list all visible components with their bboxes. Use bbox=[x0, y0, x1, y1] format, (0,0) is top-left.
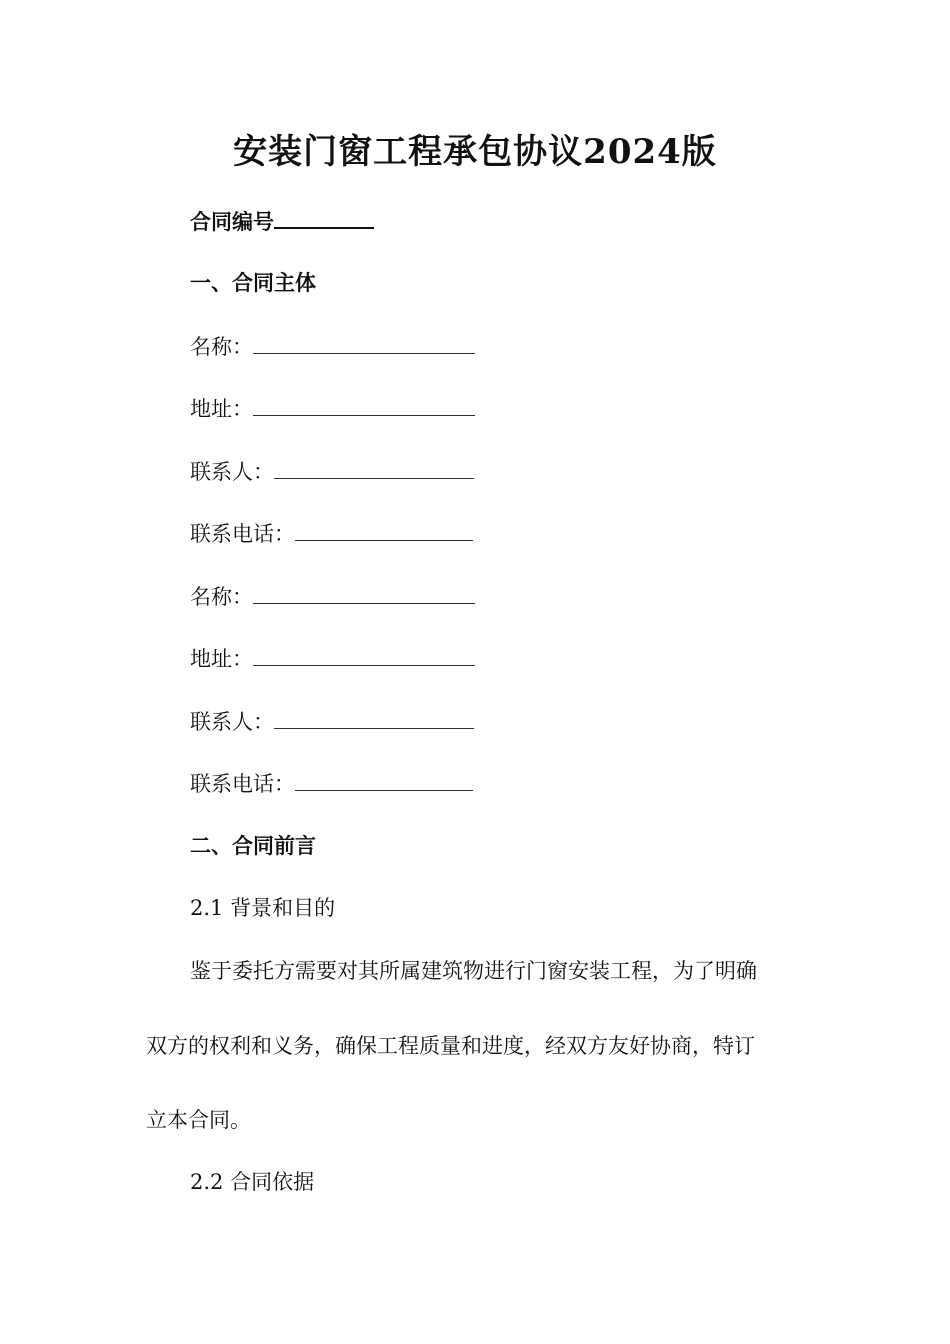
party-b-phone-blank[interactable] bbox=[295, 768, 473, 791]
party-b-phone-row bbox=[190, 768, 473, 799]
paragraph-2-1-line-3: 立本合同。 bbox=[146, 1108, 251, 1132]
party-b-name-label: 名称： bbox=[190, 585, 253, 609]
party-a-address-blank[interactable] bbox=[253, 393, 475, 416]
contract-number-label: 合同编号 bbox=[190, 209, 274, 234]
party-b-name-blank[interactable] bbox=[253, 581, 475, 604]
party-a-name-row bbox=[190, 331, 475, 362]
party-a-phone-row bbox=[190, 518, 473, 549]
paragraph-2-1-line-1: 鉴于委托方需要对其所属建筑物进行门窗安装工程，为了明确 bbox=[190, 959, 757, 983]
party-b-contact-label: 联系人： bbox=[190, 710, 274, 734]
subsection-2-2-heading: 2.2 合同依据 bbox=[190, 1170, 315, 1194]
party-a-contact-row bbox=[190, 456, 474, 487]
party-a-phone-label: 联系电话： bbox=[190, 522, 295, 546]
section-2-heading: 二、合同前言 bbox=[190, 833, 316, 858]
party-a-name-label: 名称： bbox=[190, 335, 253, 359]
party-b-address-row bbox=[190, 643, 475, 674]
party-a-address-label: 地址： bbox=[190, 397, 253, 421]
party-b-address-blank[interactable] bbox=[253, 643, 475, 666]
party-b-name-row bbox=[190, 581, 475, 612]
party-a-name-blank[interactable] bbox=[253, 331, 475, 354]
party-a-address-row bbox=[190, 393, 475, 424]
section-1-heading: 一、合同主体 bbox=[190, 270, 316, 295]
contract-number-blank[interactable] bbox=[274, 205, 374, 229]
party-a-contact-label: 联系人： bbox=[190, 460, 274, 484]
party-a-phone-blank[interactable] bbox=[295, 518, 473, 541]
contract-number-row bbox=[190, 205, 374, 237]
party-b-phone-label: 联系电话： bbox=[190, 772, 295, 796]
paragraph-2-1-line-2: 双方的权利和义务，确保工程质量和进度，经双方友好协商，特订 bbox=[146, 1034, 755, 1058]
party-b-contact-row bbox=[190, 706, 474, 737]
party-a-contact-blank[interactable] bbox=[274, 456, 474, 479]
party-b-address-label: 地址： bbox=[190, 647, 253, 671]
subsection-2-1-heading: 2.1 背景和目的 bbox=[190, 896, 336, 920]
party-b-contact-blank[interactable] bbox=[274, 706, 474, 729]
document-title: 安装门窗工程承包协议2024版 bbox=[233, 132, 717, 172]
